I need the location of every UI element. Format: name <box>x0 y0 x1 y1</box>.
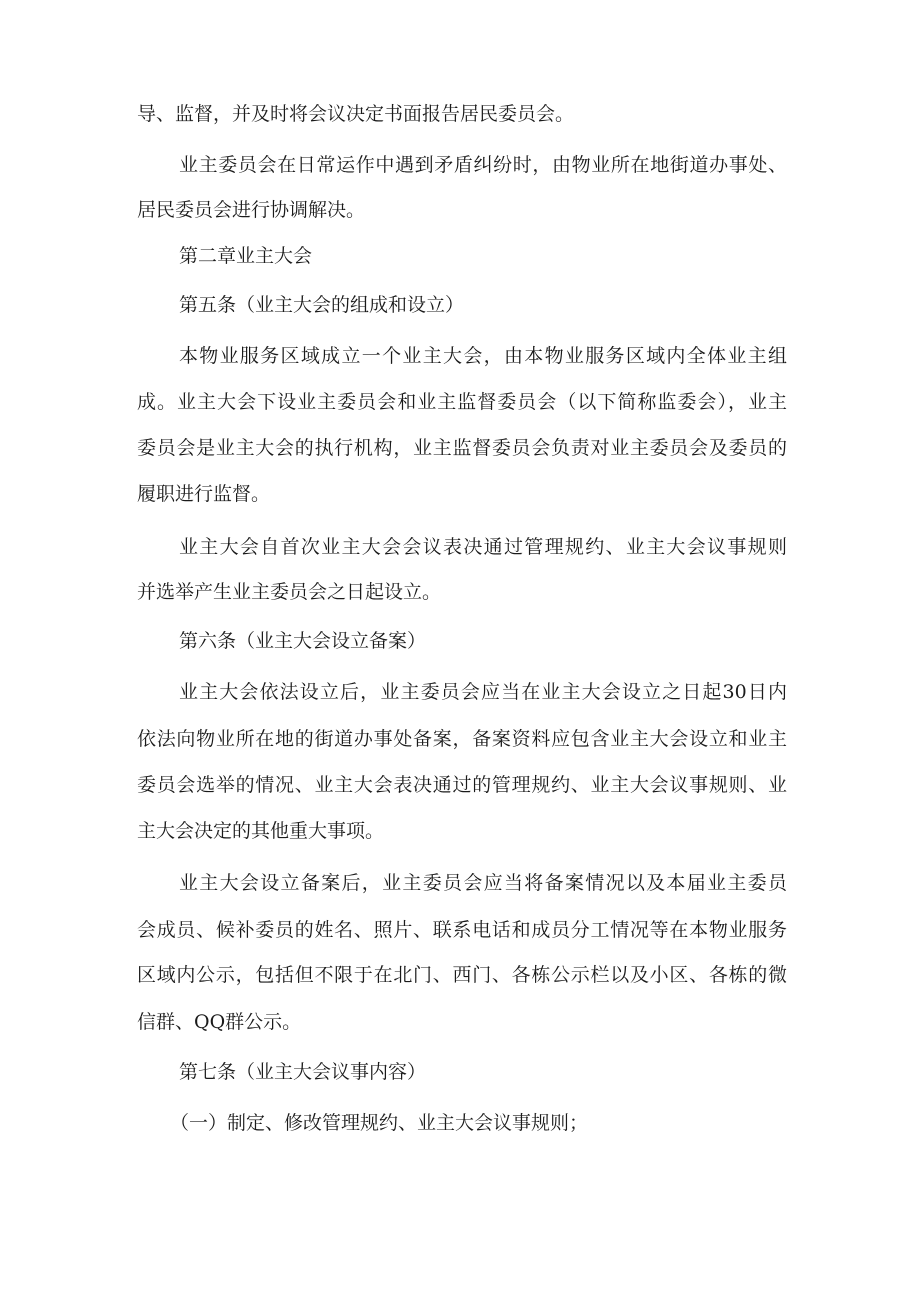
article-heading: 第七条（业主大会议事内容） <box>179 1061 427 1083</box>
paragraph-line: 区域内公示，包括但不限于在北门、西门、各栋公示栏以及小区、各栋的微 <box>137 964 787 986</box>
paragraph-line: 业主大会设立备案后，业主委员会应当将备案情况以及本届业主委员 <box>179 872 787 894</box>
article-heading: 第五条（业主大会的组成和设立） <box>179 294 465 316</box>
paragraph-line: 履职进行监督。 <box>137 483 271 505</box>
paragraph-line: 成。业主大会下设业主委员会和业主监督委员会（以下简称监委会），业主 <box>137 391 787 413</box>
paragraph-line: 导、监督，并及时将会议决定书面报告居民委员会。 <box>137 103 575 125</box>
article-heading: 第六条（业主大会设立备案） <box>179 630 427 652</box>
paragraph-line: 本物业服务区域成立一个业主大会，由本物业服务区域内全体业主组 <box>179 345 787 367</box>
paragraph-line: 委员会是业主大会的执行机构，业主监督委员会负责对业主委员会及委员的 <box>137 437 787 459</box>
paragraph-line: 并选举产生业主委员会之日起设立。 <box>137 581 442 603</box>
paragraph-line: 会成员、候补委员的姓名、照片、联系电话和成员分工情况等在本物业服务 <box>137 919 787 941</box>
paragraph-line: 信群、QQ群公示。 <box>137 1011 302 1033</box>
paragraph-line: 主大会决定的其他重大事项。 <box>137 820 385 842</box>
paragraph-line: 居民委员会进行协调解决。 <box>137 199 366 221</box>
chapter-heading: 第二章业主大会 <box>179 245 313 267</box>
paragraph-line: 业主委员会在日常运作中遇到矛盾纠纷时，由物业所在地街道办事处、 <box>179 154 787 176</box>
paragraph-line: 业主大会依法设立后，业主委员会应当在业主大会设立之日起30日内 <box>179 681 787 703</box>
paragraph-line: 业主大会自首次业主大会会议表决通过管理规约、业主大会议事规则 <box>179 536 787 558</box>
paragraph-line: 委员会选举的情况、业主大会表决通过的管理规约、业主大会议事规则、业 <box>137 774 787 796</box>
list-item: （一）制定、修改管理规约、业主大会议事规则； <box>170 1112 589 1134</box>
paragraph-line: 依法向物业所在地的街道办事处备案，备案资料应包含业主大会设立和业主 <box>137 728 787 750</box>
